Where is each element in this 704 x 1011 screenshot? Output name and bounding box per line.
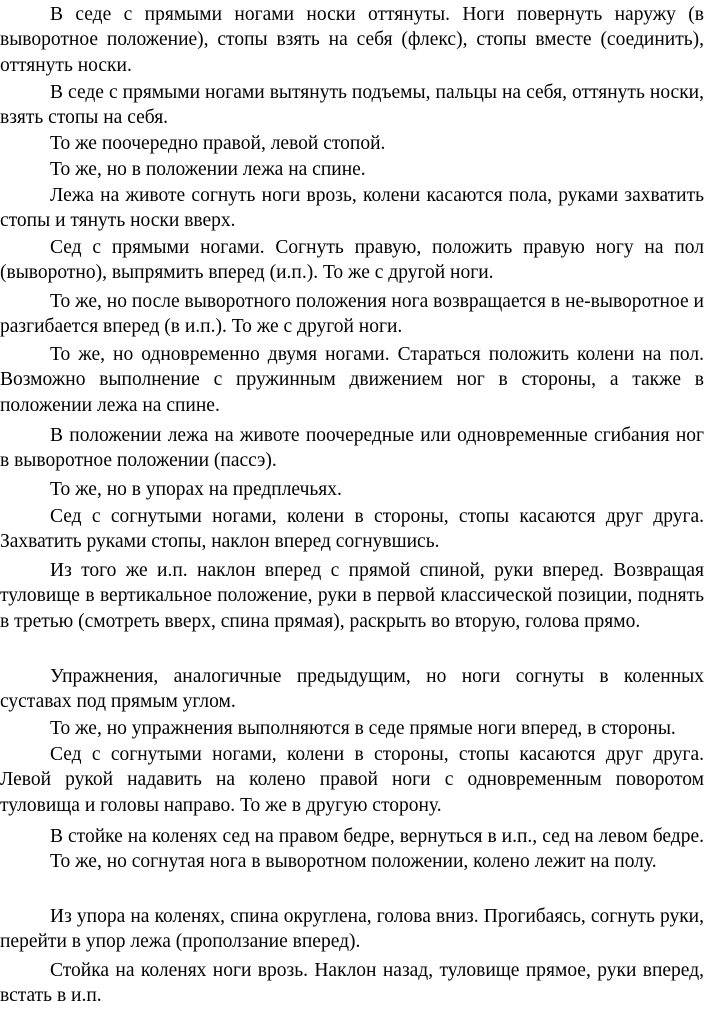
paragraph-14: То же, но упражнения выполняются в седе прямые ноги вперед, в стороны. — [50, 718, 676, 739]
paragraph-7: То же, но после выворотного положения нога возвращается в не-выворотное и разгибается вперед (в и.п.). То же с другой ноги. — [0, 291, 704, 338]
paragraph-17: Из упора на коленях, спина округлена, голова вниз. Прогибаясь, согнуть руки, перейти в упор лежа (проползание вперед). — [0, 906, 704, 953]
paragraph-2: В седе с прямыми ногами вытянуть подъемы, пальцы на себя, оттянуть носки, взять стопы на себя. — [0, 82, 704, 129]
paragraph-4: То же, но в положении лежа на спине. — [50, 159, 366, 180]
paragraph-9: В положении лежа на животе поочередные или одновременные сгибания ног в выворотное положении (пассэ). — [0, 425, 704, 472]
paragraph-8: То же, но одновременно двумя ногами. Стараться положить колени на пол. Возможно выполнение с пружинным движением ног в стороны, а также в положении лежа на спине. — [0, 344, 704, 416]
paragraph-15: Сед с согнутыми ногами, колени в стороны, стопы касаются друг друга. Левой рукой надавить на колено правой ноги с одновременным поворотом туловища и головы направо. То же в другую сторону. — [0, 744, 704, 816]
paragraph-13: Упражнения, аналогичные предыдущим, но ноги согнуты в коленных суставах под прямым углом. — [0, 666, 704, 713]
paragraph-11: Сед с согнутыми ногами, колени в стороны, стопы касаются друг друга. Захватить руками стопы, наклон вперед согнувшись. — [0, 506, 704, 553]
paragraph-6: Сед с прямыми ногами. Согнуть правую, положить правую ногу на пол (выворотно), выпрямить вперед (и.п.). То же с другой ноги. — [0, 237, 704, 284]
paragraph-16: В стойке на коленях сед на правом бедре, вернуться в и.п., сед на левом бедре. То же, но согнутая нога в выворотном положении, колено лежит на полу. — [50, 826, 704, 873]
paragraph-10: То же, но в упорах на предплечьях. — [50, 479, 342, 500]
paragraph-18: Стойка на коленях ноги врозь. Наклон назад, туловище прямое, руки вперед, встать в и.п. — [0, 960, 704, 1007]
paragraph-5: Лежа на животе согнуть ноги врозь, колени касаются пола, руками захватить стопы и тянуть носки вверх. — [0, 185, 704, 232]
paragraph-3: То же поочередно правой, левой стопой. — [50, 133, 386, 154]
paragraph-1: В седе с прямыми ногами носки оттянуты. Ноги повернуть наружу (в выворотное положение), стопы взять на себя (флекс), стопы вместе (соединить), оттянуть носки. — [0, 4, 704, 76]
paragraph-12: Из того же и.п. наклон вперед с прямой спиной, руки вперед. Возвращая туловище в вертикальное положение, руки в первой классической позиции, поднять в третью (смотреть вверх, спина прямая), раскрыть во вторую, голова прямо. — [0, 560, 704, 632]
